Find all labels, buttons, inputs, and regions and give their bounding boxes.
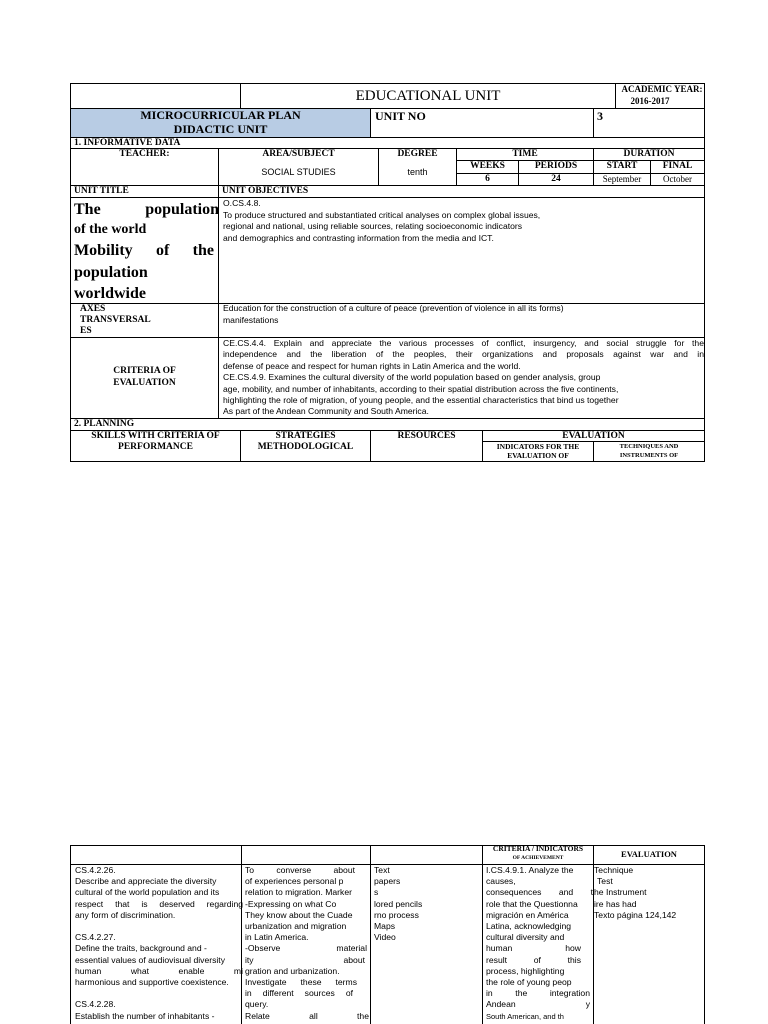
skills-line: [75, 921, 245, 932]
skills-line: Define the traits, background and -: [75, 943, 207, 954]
strategy-line: ity about: [245, 954, 365, 965]
strategies-header-line: METHODOLOGICAL: [257, 442, 354, 452]
time-label: TIME: [512, 149, 538, 159]
criteria-indicators-header-line: OF ACHIEVEMENT: [512, 854, 564, 861]
evaluation-line: ire has had: [594, 898, 637, 909]
strategy-line: in Latin America.: [245, 932, 309, 943]
strategy-line: relation to migration. Marker: [245, 887, 352, 898]
evaluation-line: Technique: [594, 865, 634, 875]
unit-title-label: UNIT TITLE: [74, 186, 129, 196]
strategy-line: urbanization and migration: [245, 921, 347, 932]
indicator-line: in the integration: [486, 988, 590, 999]
indicator-line: result of this: [486, 954, 581, 965]
resources-column: [374, 865, 482, 943]
criteria-label-line: EVALUATION: [113, 377, 176, 388]
skills-header: [71, 431, 240, 453]
evaluation-line: Texto página 124,142: [594, 909, 677, 920]
evaluation-line: he Instrument: [594, 887, 647, 898]
indicator-line: the role of young peop: [486, 977, 572, 988]
axes-text: [223, 303, 703, 326]
objective-code: O.CS.4.8.: [223, 198, 261, 208]
skills-header-line: SKILLS WITH CRITERIA OF: [91, 431, 220, 441]
criteria-line: CE.CS.4.4. Explain and appreciate the various processes of conflict, insurgency, and social struggle for the: [223, 338, 704, 348]
skills-line: Describe and appreciate the diversity: [75, 876, 217, 887]
indicator-line: human how: [486, 943, 581, 954]
strategy-line: of experiences personal p: [245, 876, 344, 887]
degree-value: tenth: [407, 167, 428, 177]
criteria-label: [71, 366, 218, 389]
evaluation-line: Test: [597, 876, 613, 887]
strategy-line: in different sources of: [245, 988, 353, 999]
criteria-line: As part of the Andean Community and South America.: [223, 406, 429, 417]
axes-text-line: manifestations: [223, 314, 279, 325]
periods-label: PERIODS: [534, 161, 578, 171]
skills-line: any form of discrimination.: [75, 909, 176, 920]
unit-title-value: [74, 199, 219, 304]
academic-year-value: 2016-2017: [630, 96, 670, 106]
resource-line: s: [374, 887, 379, 898]
plan-title-line2: DIDACTIC UNIT: [173, 123, 268, 136]
skills-line: essential values of audiovisual diversity: [75, 954, 225, 965]
unit-objectives-label: UNIT OBJECTIVES: [222, 186, 309, 196]
axes-label: [80, 304, 215, 337]
evaluation-header: EVALUATION: [562, 431, 625, 441]
criteria-indicators-header: [483, 845, 593, 862]
criteria-line: CE.CS.4.9. Examines the cultural diversity of the world population based on gender analysis, group: [223, 372, 601, 383]
indicators-header-line: EVALUATION OF: [507, 451, 569, 460]
axes-label-line: ES: [80, 326, 92, 336]
final-label: FINAL: [662, 161, 693, 171]
skills-line: harmonious and supportive coexistence.: [75, 977, 229, 988]
unit-title-line: population: [74, 264, 148, 281]
indicators-header: [483, 442, 593, 460]
skills-line: [75, 988, 245, 999]
objective-line: and demographics and contrasting information from the media and ICT.: [223, 232, 494, 243]
unit-no-value: 3: [597, 109, 603, 123]
indicator-line: process, highlighting: [486, 965, 565, 976]
axes-label-line: TRANSVERSAL: [80, 315, 151, 325]
indicator-line: causes,: [486, 876, 516, 887]
area-label: AREA/SUBJECT: [262, 149, 335, 159]
resources-header: RESOURCES: [397, 431, 456, 441]
start-label: START: [606, 161, 638, 171]
evaluation-column-header: EVALUATION: [621, 849, 677, 859]
area-value: SOCIAL STUDIES: [261, 167, 336, 177]
criteria-line: age, mobility, and number of inhabitants, according to their spatial distribution across the five continents,: [223, 383, 619, 394]
resource-line: papers: [374, 876, 401, 887]
evaluation-column: [594, 865, 704, 921]
weeks-value: 6: [485, 174, 490, 184]
unit-title-line: Mobility of the: [74, 242, 214, 259]
academic-year-label: ACADEMIC YEAR:: [621, 84, 703, 94]
degree-label: DEGREE: [397, 149, 438, 159]
teacher-label: TEACHER:: [119, 149, 170, 159]
axes-label-line: AXES: [80, 304, 106, 314]
techniques-header-line: TECHNIQUES AND: [619, 443, 679, 450]
indicators-header-line: INDICATORS FOR THE: [496, 442, 580, 451]
document-title: EDUCATIONAL UNIT: [355, 88, 501, 104]
resource-line: lored pencils: [374, 898, 423, 909]
strategy-line: Relate all the: [245, 1010, 369, 1021]
indicator-line: Latina, acknowledging: [486, 921, 572, 932]
techniques-header-line: INSTRUMENTS OF: [619, 452, 679, 459]
informative-data-label: 1. INFORMATIVE DATA: [74, 138, 181, 148]
criteria-indicators-header-line: CRITERIA / INDICATORS: [492, 845, 584, 853]
indicator-line: I.CS.4.9.1. Analyze the: [486, 865, 574, 875]
indicator-line: South American, and th: [486, 1011, 564, 1021]
criteria-label-line: CRITERIA OF: [113, 366, 176, 376]
strategies-header: [241, 431, 370, 453]
resource-line: Video: [374, 932, 396, 943]
skills-line: CS.4.2.28.: [75, 999, 116, 1010]
strategy-line: -Observe material: [245, 943, 367, 954]
indicator-line: cultural diversity and: [486, 932, 565, 943]
resource-line: rno process: [374, 909, 419, 920]
skills-header-line: PERFORMANCE: [118, 442, 193, 452]
skills-line: CS.4.2.27.: [75, 932, 116, 943]
criteria-line: highlighting the role of migration, of young people, and the essential characteristics that bind us together: [223, 395, 619, 406]
strategy-line: Investigate these terms: [245, 977, 357, 988]
strategies-column: [245, 865, 371, 1022]
skills-line: Establish the number of inhabitants -: [75, 1010, 215, 1021]
objective-line: regional and national, using reliable sources, relating socioeconomic indicators: [223, 221, 523, 231]
unit-objectives-text: [223, 198, 703, 244]
strategy-line: query.: [245, 999, 269, 1010]
skills-line: cultural of the world population and its: [75, 887, 220, 898]
indicator-line: migración en América: [486, 909, 569, 920]
criteria-line: independence and the liberation of the peoples, their organizations and proposals against war and in: [223, 349, 704, 360]
indicator-line: consequences and t: [486, 887, 593, 898]
duration-label: DURATION: [623, 149, 675, 159]
criteria-line: defense of peace and respect for human rights in Latin America and the world.: [223, 360, 521, 371]
weeks-label: WEEKS: [470, 161, 505, 171]
strategies-header-line: STRATEGIES: [275, 431, 336, 441]
objective-line: To produce structured and substantiated critical analyses on complex global issues,: [223, 209, 541, 220]
periods-value: 24: [551, 174, 561, 184]
skills-line: human what enable mi: [75, 965, 243, 976]
resource-line: Text: [374, 865, 390, 875]
strategy-line: They know about the Cuade: [245, 909, 353, 920]
indicators-column: [486, 865, 594, 1022]
unit-title-line: The population: [74, 201, 219, 218]
strategy-line: gration and urbanization.: [245, 965, 340, 976]
unit-title-line: of the world: [74, 222, 147, 237]
strategy-line: To converse about: [245, 865, 355, 875]
planning-label: 2. PLANNING: [74, 419, 135, 429]
strategy-line: -Expressing on what Co: [245, 898, 337, 909]
skills-column: [75, 865, 245, 1022]
skills-line: respect that is deserved regarding: [75, 898, 243, 909]
plan-title-line1: MICROCURRICULAR PLAN: [140, 109, 301, 122]
unit-title-line: worldwide: [74, 285, 146, 302]
techniques-header: [594, 442, 704, 460]
final-value: October: [663, 174, 692, 184]
skills-line: CS.4.2.26.: [75, 865, 116, 875]
criteria-text: [223, 338, 704, 418]
start-value: September: [602, 174, 642, 184]
unit-no-label: UNIT NO: [375, 109, 426, 123]
indicator-line: role that the Questionna: [486, 898, 578, 909]
indicator-line: Andean y: [486, 999, 590, 1010]
resource-line: Maps: [374, 921, 396, 932]
axes-text-line: Education for the construction of a culture of peace (prevention of violence in all its forms): [223, 303, 564, 313]
